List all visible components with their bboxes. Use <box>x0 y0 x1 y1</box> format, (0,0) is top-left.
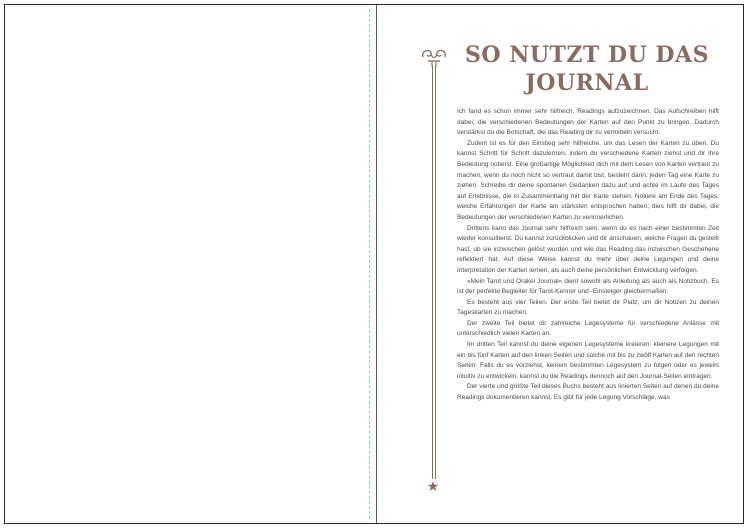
paragraph: Im dritten Teil kannst du deine eigenen Legesysteme kreieren: kleinere Legungen mit ein bis fünf Karten auf den linken Seiten und solche mit bis zu zwölf Karten auf den rechten Seiten. Falls du es vorziehst, keinem bestimmten Legesystem zu folgen oder es jeweils intuitiv zu entwickeln, kannst du die Readings dennoch auf den Journal-Seiten eintragen. <box>457 341 719 380</box>
page-title: SO NUTZT DU DAS JOURNAL <box>465 42 709 96</box>
paragraph: Zudem ist es für den Einstieg sehr hilfreiche, um das Lesen der Karten zu üben. Du kannst Schritt für Schritt dazulernen, indem du verschiedene Karten ziehst und dir ihre Bedeutung notierst. Eine großartige Möglichkeit dich mit dem Lesen von Karten vertraut zu machen, wenn du noch nicht so vertraut damit bist, besteht darin, jeden Tag eine Karte zu ziehen. Schreibe dir deine spontanen Gedanken dazu auf und achte im Laufe des Tages auf Erlebnisse, die in Zusammenhang mit der Karte stehen. Notiere am Ende des Tages, welche Erfahrungen der Karte am stärksten entsprochen haben; dies hilft dir dabei, die Bedeutungen der verschiedenen Karten zu verinnerlichen. <box>457 139 719 221</box>
book-spread <box>4 4 744 524</box>
star-icon: ★ <box>426 479 440 495</box>
paragraph: Es besteht aus vier Teilen. Der erste Teil bietet dir Platz, um dir Notizen zu deinen Tageskarten zu machen. <box>457 298 719 317</box>
left-page-blank <box>5 5 376 523</box>
body-text <box>457 107 719 404</box>
paragraph: Der zweite Teil bietet dir zahlreiche Legesysteme für verschiedene Anlässe mit unterschiedlich vielen Karten an. <box>457 319 719 338</box>
scroll-ornament-icon <box>419 45 449 67</box>
paragraph: Drittens kann das Journal sehr hilfreich sein, wenn du es nach einer bestimmten Zeit wieder konsultierst. Du kannst zurückblicken und dir anschauen, welche Fragen du gestellt hast, ob sie inzwischen gelöst wurden und wie das Reading das inzwischen Geschehene reflektiert hat. Auf diese Weise kannst du mehr über deine Legungen und deine Interpretation der Karten lernen, als auch deine persönlichen Entwicklung verfolgen. <box>457 224 719 274</box>
paragraph: Der vierte und größte Teil dieses Buchs besteht aus linierten Seiten auf denen du deine Readings dokumentieren kannst. Es gibt für jede Legung Vorschläge, was <box>457 383 719 402</box>
right-page <box>377 5 743 523</box>
vertical-ornament-rule <box>432 65 436 479</box>
paragraph: Ich fand es schon immer sehr hilfreich, Readings aufzuzeichnen. Das Aufschreiben hilft dabei, die verschiedenen Bedeutungen der Karten auf den Punkt zu bringen. Dadurch verstärkst du die Botschaft, die das Reading dir zu vermitteln versucht. <box>457 108 719 137</box>
paragraph: »Mein Tarot und Orakel Journal« dient sowohl als Anleitung als auch als Notizbuch. Es ist der perfekte Begleiter für Tarot-Kenner und -Einsteiger gleichermaßen. <box>457 277 719 296</box>
binding-dashed-line <box>369 9 370 519</box>
